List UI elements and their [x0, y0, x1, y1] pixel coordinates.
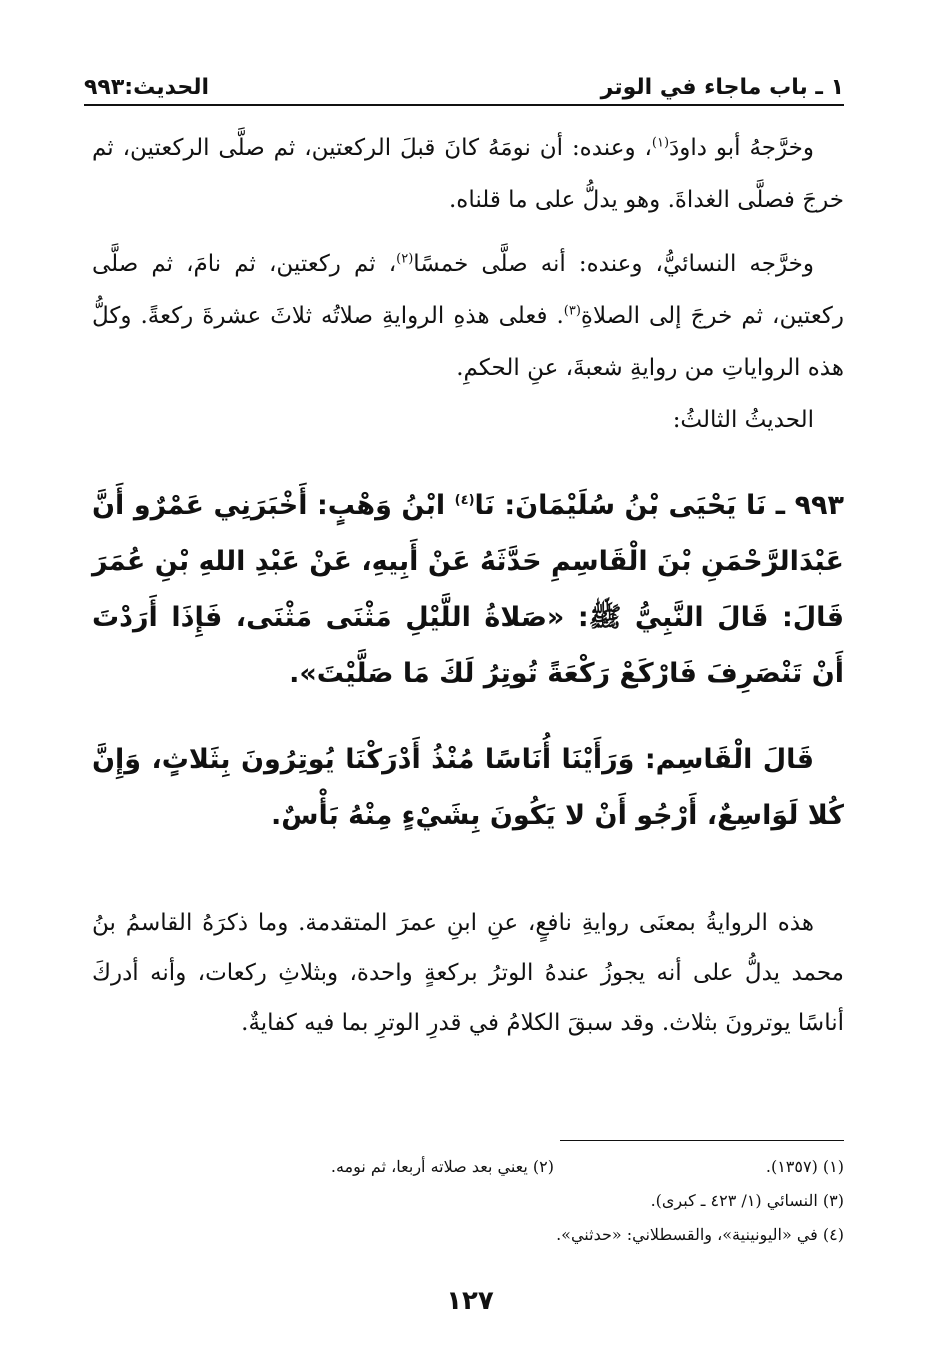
footnote-divider	[560, 1140, 844, 1141]
footnote-3: (٣) النسائي (١/ ٤٢٣ ـ كبرى).	[650, 1191, 844, 1210]
footnotes-section	[96, 1150, 844, 1252]
footnote-4: (٤) في «اليونينية»، والقسطلاني: «حدثني».	[556, 1225, 844, 1244]
commentary-section	[92, 122, 844, 446]
running-header	[84, 72, 844, 106]
hadith-reference: الحديث:٩٩٣	[84, 75, 210, 100]
footnote-marker-3: (٣)	[563, 303, 581, 319]
closing-commentary	[92, 898, 844, 1048]
section-heading-third-hadith: الحديثُ الثالثُ:	[672, 407, 814, 433]
footnote-marker-1: (١)	[651, 135, 670, 151]
footnote-1: (١) (١٣٥٧).	[765, 1157, 844, 1176]
page-number: ١٢٧	[446, 1286, 494, 1316]
hadith-text-block	[92, 478, 844, 844]
paragraph-nasai: وخرَّجه النسائيُّ، وعنده: أنه صلَّى خمسًا$^{(٢)}$، ثم ركعتين، ثم نامَ، ثم صلَّى ركعتين، ثم خرجَ إلى الصلاةِ$^{(٣)}$. فعلى هذهِ الروايةِ صلاتُه ثلاثَ عشرةَ ركعةً. وكلُّ هذه الرواياتِ من روايةِ شعبةَ، عنِ الحكمِ.	[92, 251, 844, 381]
footnote-marker-2: (٢)	[396, 251, 414, 267]
qasim-statement: قَالَ الْقَاسِم: وَرَأَيْنَا أُنَاسًا مُنْذُ أَدْرَكْنَا يُوتِرُونَ بِثَلاثٍ، وَإِنَّ كُلا لَوَاسِعٌ، أَرْجُو أَنْ لا يَكُونَ بِشَيْءٍ مِنْهُ بَأْسٌ.	[92, 744, 844, 831]
closing-paragraph: هذه الروايةُ بمعنَى روايةِ نافعٍ، عنِ ابنِ عمرَ المتقدمة. وما ذكرَهُ القاسمُ بنُ محمد يدلُّ على أنه يجوزُ عندهُ الوترُ بركعةٍ واحدة، وبثلاثِ ركعات، وأنه أدركَ أناسًا يوترونَ بثلاث. وقد سبقَ الكلامُ في قدرِ الوترِ بما فيه كفايةٌ.	[92, 910, 844, 1036]
hadith-993-text: ٩٩٣ ـ نَا يَحْيَى بْنُ سُلَيْمَانَ: نَا$^{(٤)}$ ابْنُ وَهْبٍ: أَخْبَرَنِي عَمْرٌو أَنَّ عَبْدَالرَّحْمَنِ بْنَ الْقَاسِمِ حَدَّثَهُ عَنْ أَبِيهِ، عَنْ عَبْدِ اللهِ بْنِ عُمَرَ قَالَ: قَالَ النَّبِيُّ ﷺ: «صَلاةُ اللَّيْلِ مَثْنَى مَثْنَى، فَإِذَا أَرَدْتَ أَنْ تَنْصَرِفَ فَارْكَعْ رَكْعَةً تُوتِرُ لَكَ مَا صَلَّيْتَ».	[92, 490, 845, 689]
footnote-row	[96, 1150, 844, 1184]
chapter-title: ١ ـ باب ماجاء في الوتر	[600, 75, 844, 100]
footnote-marker-4: (٤)	[454, 493, 475, 508]
footnote-2: (٢) يعني بعد صلاته أربعا، ثم نومه.	[330, 1157, 554, 1176]
paragraph-abu-dawud: وخرَّجهُ أبو داودَ$^{(١)}$، وعنده: أن نومَهُ كانَ قبلَ الركعتين، ثم صلَّى الركعتين، ثم خرجَ فصلَّى الغداةَ. وهو يدلُّ على ما قلناه.	[92, 135, 844, 213]
